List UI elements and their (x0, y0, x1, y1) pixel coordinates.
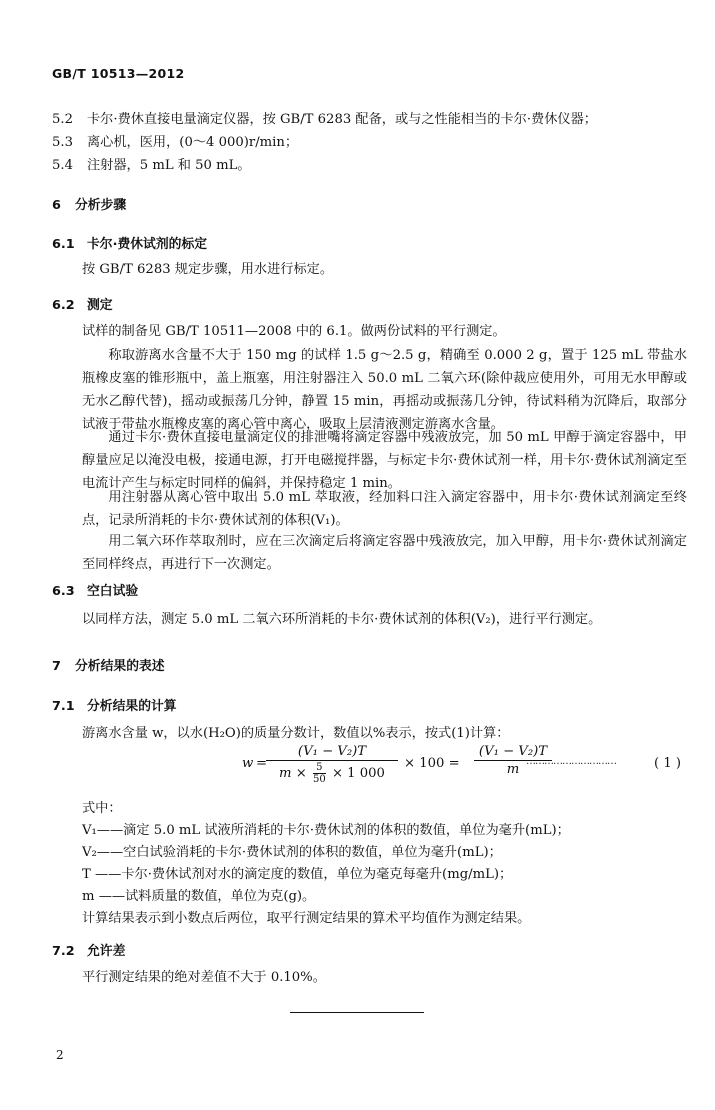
section-number: 7 (52, 659, 61, 674)
formula-numerator-1: (V₁ − V₂)T (266, 744, 398, 761)
section-title: 测定 (87, 298, 113, 313)
section-title: 允许差 (87, 944, 126, 959)
formula-times-100: × 100 = (404, 756, 460, 771)
clause-5-3 (52, 131, 298, 150)
page-number: 2 (56, 1048, 64, 1062)
standard-header: GB/T 10513—2012 (52, 66, 185, 81)
clause-text: 离心机，医用，(0～4 000)r/min； (87, 135, 299, 150)
section-number: 6.3 (52, 584, 75, 599)
section-number: 6.2 (52, 298, 75, 313)
section-title: 分析结果的计算 (87, 699, 177, 714)
section-title: 分析步骤 (75, 198, 127, 213)
section-title: 分析结果的表述 (75, 659, 165, 674)
formula-equals: = (256, 756, 268, 771)
formula-denominator-2: m (506, 762, 520, 777)
subsection-heading-6-1 (52, 233, 207, 252)
paragraph-7-2: 平行测定结果的绝对差值不大于 0.10%。 (82, 970, 326, 985)
result-note: 计算结果表示到小数点后两位，取平行测定结果的算术平均值作为测定结果。 (82, 911, 531, 926)
paragraph-6-2-b: 称取游离水含量不大于 150 mg 的试样 1.5 g～2.5 g，精确至 0.000 2 g，置于 125 mL 带盐水瓶橡皮塞的锥形瓶中，盖上瓶塞，用注射器注入 50.0 mL 二氧六环(除仲裁应使用外，可用无水甲醇或无水乙醇代替)，摇动或振荡几分钟，静置 15 min，再摇动或振荡几分钟，待试料稍为沉降后，取部分试液于带盐水瓶橡皮塞的离心管中离心，吸取上层清液测定游离水含量。 (82, 348, 687, 432)
formula-small-fraction: $\frac{5}{50}$ (313, 762, 326, 785)
clause-number: 5.4 (52, 158, 73, 173)
formula-1 (236, 744, 696, 796)
formula-lhs: w (242, 756, 254, 771)
paragraph-6-2-a: 试样的制备见 GB/T 10511—2008 中的 6.1。做两份试料的平行测定。 (82, 324, 506, 339)
formula-number: ( 1 ) (654, 756, 682, 771)
paragraph-6-2-c: 通过卡尔·费休直接电量滴定仪的排泄嘴将滴定容器中残液放完，加 50 mL 甲醇于滴定容器中，甲醇量应足以淹没电极，接通电源，打开电磁搅拌器，与标定卡尔·费休试剂一样，用卡尔·费休试剂滴定至电流计产生与标定时同样的偏斜，并保持稳定 1 min。 (82, 430, 687, 491)
section-number: 6 (52, 198, 61, 213)
where-item-v2: V₂——空白试验消耗的卡尔·费休试剂的体积的数值，单位为毫升(mL)； (82, 845, 502, 860)
subsection-heading-7-2 (52, 940, 125, 959)
clause-number: 5.3 (52, 135, 73, 150)
section-number: 7.1 (52, 699, 75, 714)
subsection-heading-6-3 (52, 580, 138, 599)
formula-numerator-2: (V₁ − V₂)T (474, 744, 552, 761)
end-rule (290, 1012, 424, 1013)
subsection-heading-7-1 (52, 695, 177, 714)
section-heading-7 (52, 655, 165, 674)
section-heading-6 (52, 194, 126, 213)
paragraph-6-3: 以同样方法，测定 5.0 mL 二氧六环所消耗的卡尔·费休试剂的体积(V₂)，进行平行测定。 (82, 612, 602, 627)
where-item-t: T ——卡尔·费休试剂对水的滴定度的数值，单位为毫克每毫升(mg/mL)； (82, 867, 513, 882)
clause-text: 卡尔·费休直接电量滴定仪器，按 GB/T 6283 配备，或与之性能相当的卡尔·费休仪器； (87, 112, 597, 127)
where-label: 式中： (82, 801, 122, 816)
formula-fraction-1 (266, 744, 398, 785)
section-number: 7.2 (52, 944, 75, 959)
where-item-m: m ——试料质量的数值，单位为克(g)。 (82, 889, 316, 904)
clause-5-4 (52, 154, 251, 173)
clause-number: 5.2 (52, 112, 73, 127)
paragraph-6-1: 按 GB/T 6283 规定步骤，用水进行标定。 (82, 262, 334, 277)
paragraph-6-2-e: 用二氧六环作萃取剂时，应在三次滴定后将滴定容器中残液放完，加入甲醇，用卡尔·费休试剂滴定至同样终点，再进行下一次测定。 (82, 534, 687, 572)
where-item-v1: V₁——滴定 5.0 mL 试液所消耗的卡尔·费休试剂的体积的数值，单位为毫升(mL)； (82, 823, 570, 838)
formula-leader: ………………………… (526, 756, 616, 767)
formula-denominator-1: m × $\frac{5}{50}$ × 1 000 (279, 762, 385, 785)
section-title: 卡尔·费休试剂的标定 (87, 237, 208, 252)
clause-text: 注射器，5 mL 和 50 mL。 (87, 158, 251, 173)
clause-5-2 (52, 108, 597, 127)
formula-intro: 游离水含量 w，以水(H₂O)的质量分数计，数值以%表示，按式(1)计算： (82, 726, 510, 741)
section-number: 6.1 (52, 237, 75, 252)
section-title: 空白试验 (87, 584, 139, 599)
paragraph-6-2-d: 用注射器从离心管中取出 5.0 mL 萃取液，经加料口注入滴定容器中，用卡尔·费休试剂滴定至终点，记录所消耗的卡尔·费休试剂的体积(V₁)。 (82, 490, 687, 528)
subsection-heading-6-2 (52, 294, 113, 313)
